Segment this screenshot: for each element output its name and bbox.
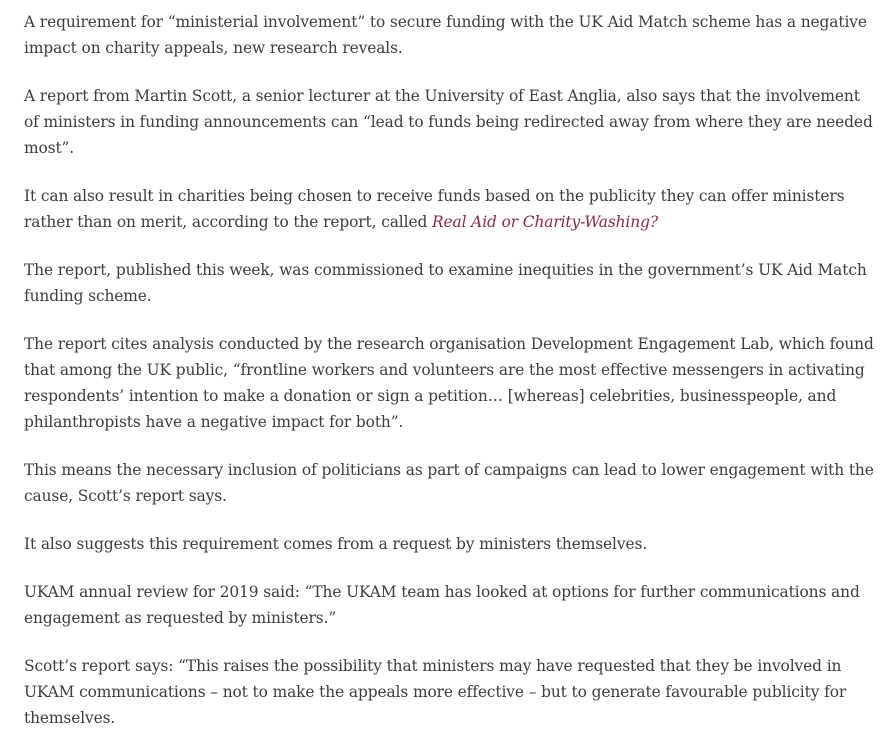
paragraph-martin-scott: A report from Martin Scott, a senior lecturer at the University of East Anglia, also says that the involvement of ministers in funding announcements can “lead to funds being redirected away from where they are needed most”.	[24, 87, 873, 157]
paragraph-merit	[24, 183, 874, 235]
paragraph-publicity: Scott’s report says: “This raises the possibility that ministers may have requested that they be involved in UKAM communications – not to make the appeals more effective – but to generate favourable publicity for themselves.	[24, 657, 847, 727]
paragraph-requirement: It also suggests this requirement comes from a request by ministers themselves.	[24, 535, 648, 553]
paragraph-analysis: The report cites analysis conducted by the research organisation Development Engagement Lab, which found that among the UK public, “frontline workers and volunteers are the most effective messengers in activating respondents’ intention to make a donation or sign a petition… [whereas] celebrities, businesspeople, and philanthropists have a negative impact for both”.	[24, 335, 874, 431]
paragraph-annual-review: UKAM annual review for 2019 said: “The UKAM team has looked at options for further communications and engagement as requested by ministers.”	[24, 583, 860, 627]
paragraph-politicians: This means the necessary inclusion of politicians as part of campaigns can lead to lower engagement with the cause, Scott’s report says.	[24, 461, 874, 505]
paragraph-intro: A requirement for “ministerial involvement” to secure funding with the UK Aid Match scheme has a negative impact on charity appeals, new research reveals.	[24, 13, 867, 57]
article-body	[24, 9, 874, 753]
report-title-link[interactable]: Real Aid or Charity-Washing?	[432, 213, 658, 231]
paragraph-merit-text: It can also result in charities being chosen to receive funds based on the publicity they can offer ministers rather than on merit, according to the report, called	[24, 187, 845, 231]
paragraph-published: The report, published this week, was commissioned to examine inequities in the government’s UK Aid Match funding scheme.	[24, 261, 867, 305]
